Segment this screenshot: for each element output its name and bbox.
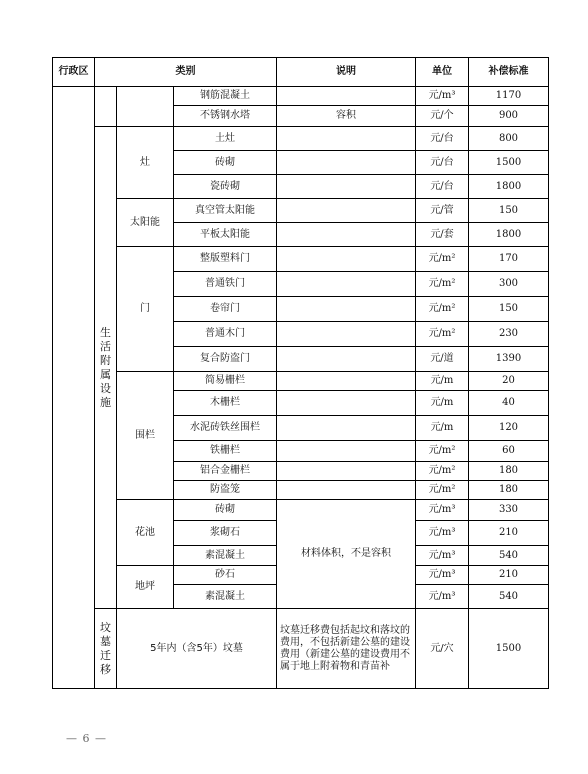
value-cell: 230 xyxy=(469,322,549,347)
description-cell: 坟墓迁移费包括起坟和落坟的费用，不包括新建公墓的建设费用（新建公墓的建设费用不属于地上附着物和青苗补 xyxy=(277,609,416,689)
unit-cell: 元/套 xyxy=(416,223,469,247)
description-cell xyxy=(277,223,416,247)
header-standard: 补偿标准 xyxy=(469,58,549,87)
value-cell: 210 xyxy=(469,566,549,585)
unit-cell: 元/m² xyxy=(416,462,469,481)
header-region: 行政区 xyxy=(53,58,95,87)
category-ground-slab: 地坪 xyxy=(117,566,174,609)
description-cell xyxy=(277,462,416,481)
item-cell: 简易栅栏 xyxy=(174,372,277,391)
description-cell xyxy=(277,199,416,223)
item-cell: 素混凝土 xyxy=(174,585,277,609)
item-cell: 土灶 xyxy=(174,127,277,151)
compensation-table xyxy=(52,57,549,689)
value-cell: 1800 xyxy=(469,223,549,247)
description-cell xyxy=(277,391,416,416)
item-cell: 普通木门 xyxy=(174,322,277,347)
header-unit: 单位 xyxy=(416,58,469,87)
value-cell: 20 xyxy=(469,372,549,391)
value-cell: 1500 xyxy=(469,151,549,175)
table-row xyxy=(53,199,549,223)
category-fence: 围栏 xyxy=(117,372,174,500)
item-cell: 卷帘门 xyxy=(174,297,277,322)
table-header-row xyxy=(53,58,549,87)
value-cell: 180 xyxy=(469,462,549,481)
value-cell: 150 xyxy=(469,297,549,322)
description-cell xyxy=(277,87,416,106)
unit-cell: 元/m³ xyxy=(416,500,469,521)
item-cell: 素混凝土 xyxy=(174,546,277,566)
category-living-facilities: 生活附属设施 xyxy=(95,127,117,609)
item-cell: 铁栅栏 xyxy=(174,441,277,462)
unit-cell: 元/m³ xyxy=(416,546,469,566)
item-cell: 铝合金栅栏 xyxy=(174,462,277,481)
value-cell: 1500 xyxy=(469,609,549,689)
item-cell: 砖砌 xyxy=(174,151,277,175)
unit-cell: 元/m² xyxy=(416,481,469,500)
value-cell: 40 xyxy=(469,391,549,416)
category-tomb: 坟墓迁移 xyxy=(95,609,117,689)
item-cell: 平板太阳能 xyxy=(174,223,277,247)
group-blank-cell xyxy=(95,87,117,127)
header-description: 说明 xyxy=(277,58,416,87)
table-row xyxy=(53,372,549,391)
table-row xyxy=(53,609,549,689)
item-cell: 5年内（含5年）坟墓 xyxy=(117,609,277,689)
unit-cell: 元/m³ xyxy=(416,521,469,546)
subgroup-blank-cell xyxy=(117,87,174,127)
unit-cell: 元/m³ xyxy=(416,566,469,585)
value-cell: 170 xyxy=(469,247,549,272)
item-cell: 浆砌石 xyxy=(174,521,277,546)
unit-cell: 元/m² xyxy=(416,322,469,347)
table-row xyxy=(53,500,549,521)
item-cell: 普通铁门 xyxy=(174,272,277,297)
value-cell: 540 xyxy=(469,546,549,566)
item-cell: 整版塑料门 xyxy=(174,247,277,272)
description-cell xyxy=(277,151,416,175)
unit-cell: 元/m xyxy=(416,391,469,416)
item-cell: 复合防盗门 xyxy=(174,347,277,372)
unit-cell: 元/m³ xyxy=(416,585,469,609)
unit-cell: 元/管 xyxy=(416,199,469,223)
category-flower-bed: 花池 xyxy=(117,500,174,566)
unit-cell: 元/m xyxy=(416,416,469,441)
region-cell xyxy=(53,87,95,689)
item-cell: 防盗笼 xyxy=(174,481,277,500)
unit-cell: 元/台 xyxy=(416,127,469,151)
item-cell: 水泥砖铁丝围栏 xyxy=(174,416,277,441)
value-cell: 1800 xyxy=(469,175,549,199)
value-cell: 210 xyxy=(469,521,549,546)
item-cell: 瓷砖砌 xyxy=(174,175,277,199)
unit-cell: 元/穴 xyxy=(416,609,469,689)
header-category: 类别 xyxy=(95,58,277,87)
description-cell xyxy=(277,372,416,391)
description-cell: 容积 xyxy=(277,106,416,127)
item-cell: 木栅栏 xyxy=(174,391,277,416)
value-cell: 330 xyxy=(469,500,549,521)
value-cell: 150 xyxy=(469,199,549,223)
category-door: 门 xyxy=(117,247,174,372)
description-cell xyxy=(277,347,416,372)
unit-cell: 元/台 xyxy=(416,151,469,175)
item-cell: 真空管太阳能 xyxy=(174,199,277,223)
value-cell: 120 xyxy=(469,416,549,441)
item-cell: 砂石 xyxy=(174,566,277,585)
value-cell: 180 xyxy=(469,481,549,500)
value-cell: 900 xyxy=(469,106,549,127)
table-row xyxy=(53,127,549,151)
description-cell: 材料体积，不是容积 xyxy=(277,500,416,609)
unit-cell: 元/m³ xyxy=(416,87,469,106)
unit-cell: 元/个 xyxy=(416,106,469,127)
unit-cell: 元/道 xyxy=(416,347,469,372)
value-cell: 300 xyxy=(469,272,549,297)
description-cell xyxy=(277,272,416,297)
unit-cell: 元/m² xyxy=(416,297,469,322)
description-cell xyxy=(277,441,416,462)
description-cell xyxy=(277,127,416,151)
table-row xyxy=(53,87,549,106)
item-cell: 钢筋混凝土 xyxy=(174,87,277,106)
unit-cell: 元/m² xyxy=(416,441,469,462)
value-cell: 800 xyxy=(469,127,549,151)
unit-cell: 元/台 xyxy=(416,175,469,199)
item-cell: 不锈钢水塔 xyxy=(174,106,277,127)
unit-cell: 元/m² xyxy=(416,247,469,272)
category-stove: 灶 xyxy=(117,127,174,199)
description-cell xyxy=(277,297,416,322)
description-cell xyxy=(277,481,416,500)
unit-cell: 元/m xyxy=(416,372,469,391)
page-number: — 6 — xyxy=(66,732,107,745)
table-row xyxy=(53,247,549,272)
item-cell: 砖砌 xyxy=(174,500,277,521)
unit-cell: 元/m² xyxy=(416,272,469,297)
value-cell: 60 xyxy=(469,441,549,462)
description-cell xyxy=(277,175,416,199)
description-cell xyxy=(277,247,416,272)
category-solar: 太阳能 xyxy=(117,199,174,247)
value-cell: 1390 xyxy=(469,347,549,372)
value-cell: 1170 xyxy=(469,87,549,106)
value-cell: 540 xyxy=(469,585,549,609)
description-cell xyxy=(277,322,416,347)
description-cell xyxy=(277,416,416,441)
